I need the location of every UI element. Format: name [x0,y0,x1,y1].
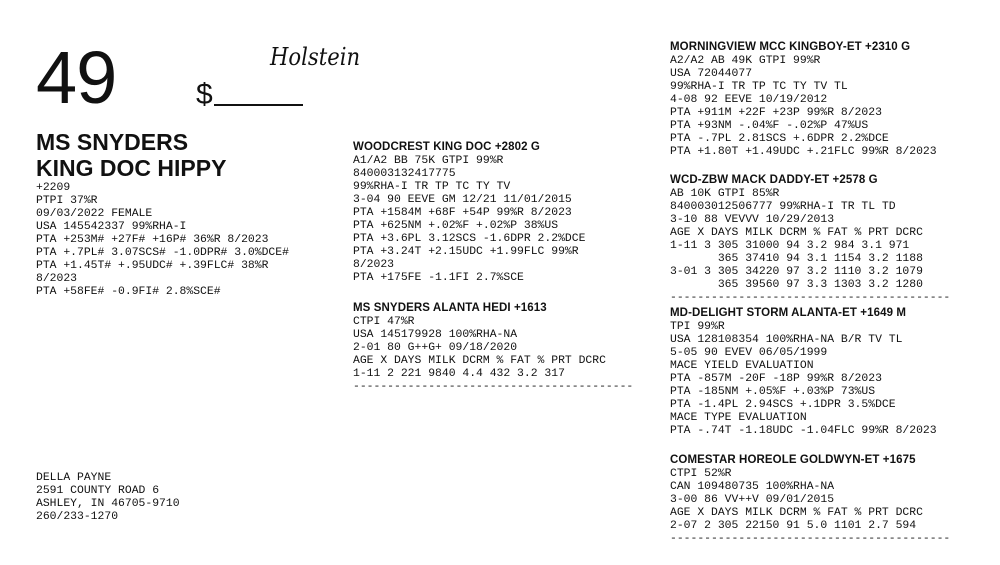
animal-name-line1: MS SNYDERS [36,129,189,155]
price-dollar-sign: $ [196,78,213,111]
consignor-address: DELLA PAYNE 2591 COUNTY ROAD 6 ASHLEY, IN 46705-9710 260/233-1270 [36,472,180,523]
sire-dam-details: AB 10K GTPI 85%R 840003012506777 99%RHA-I TR TL TD 3-10 88 VEVVV 10/29/2013 AGE X DAYS MILK DCRM % FAT % PRT DCRC 1-11 3 305 31000 94 3.2 984 3.1 971 365 37410 94 3.1 1154 3.2 1188 3-01 3 305 34220 97 3.2 1110 3.2 1079 365 39560 97 3.3 1303 3.2 1280 ----------------------------------------- [670,188,951,304]
sire-sire-title: MORNINGVIEW MCC KINGBOY-ET +2310 G [670,41,911,53]
sire-title: WOODCREST KING DOC +2802 G [353,141,540,153]
dam-dam-title: COMESTAR HOREOLE GOLDWYN-ET +1675 [670,454,916,466]
sire-dam-title: WCD-ZBW MACK DADDY-ET +2578 G [670,174,878,186]
dam-dam-details: CTPI 52%R CAN 109480735 100%RHA-NA 3-00 86 VV++V 09/01/2015 AGE X DAYS MILK DCRM % FAT % PRT DCRC 2-07 2 305 22150 91 5.0 1101 2.7 594 ----------------------------------------- [670,468,951,545]
dam-sire-details: TPI 99%R USA 128108354 100%RHA-NA B/R TV TL 5-05 90 EVEV 06/05/1999 MACE YIELD EVALUATION PTA -857M -20F -18P 99%R 8/2023 PTA -185NM +.05%F +.03%P 73%US PTA -1.4PL 2.94SCS +.1DPR 3.5%DCE MACE TYPE EVALUATION PTA -.74T -1.18UDC -1.04FLC 99%R 8/2023 [670,321,937,437]
animal-name-line2: KING DOC HIPPY [36,155,227,181]
dam-sire-title: MD-DELIGHT STORM ALANTA-ET +1649 M [670,307,907,319]
dam-details: CTPI 47%R USA 145179928 100%RHA-NA 2-01 80 G++G+ 09/18/2020 AGE X DAYS MILK DCRM % FAT % PRT DCRC 1-11 2 221 9840 4.4 432 3.2 317 ----------------------------------------- [353,316,634,393]
animal-details: +2209 PTPI 37%R 09/03/2022 FEMALE USA 145542337 99%RHA-I PTA +253M# +27F# +16P# 36%R 8/2023 PTA +.7PL# 3.07SCS# -1.0DPR# 3.0%DCE# PTA +1.45T# +.95UDC# +.39FLC# 38%R 8/2023 PTA +58FE# -0.9FI# 2.8%SCE# [36,182,289,298]
lot-number: 49 [36,36,117,119]
price-blank-line [214,104,303,106]
breed-label: Holstein [270,43,361,71]
sire-sire-details: A2/A2 AB 49K GTPI 99%R USA 72044077 99%RHA-I TR TP TC TY TV TL 4-08 92 EEVE 10/19/2012 PTA +911M +22F +23P 99%R 8/2023 PTA +93NM -.04%F -.02%P 47%US PTA -.7PL 2.81SCS +.6DPR 2.2%DCE PTA +1.80T +1.49UDC +.21FLC 99%R 8/2023 [670,55,937,158]
sire-details: A1/A2 BB 75K GTPI 99%R 840003132417775 99%RHA-I TR TP TC TY TV 3-04 90 EEVE GM 12/21 11/01/2015 PTA +1584M +68F +54P 99%R 8/2023 PTA +625NM +.02%F +.02%P 38%US PTA +3.6PL 3.12SCS -1.6DPR 2.2%DCE PTA +3.24T +2.15UDC +1.99FLC 99%R 8/2023 PTA +175FE -1.1FI 2.7%SCE [353,155,586,284]
dam-title: MS SNYDERS ALANTA HEDI +1613 [353,302,547,314]
